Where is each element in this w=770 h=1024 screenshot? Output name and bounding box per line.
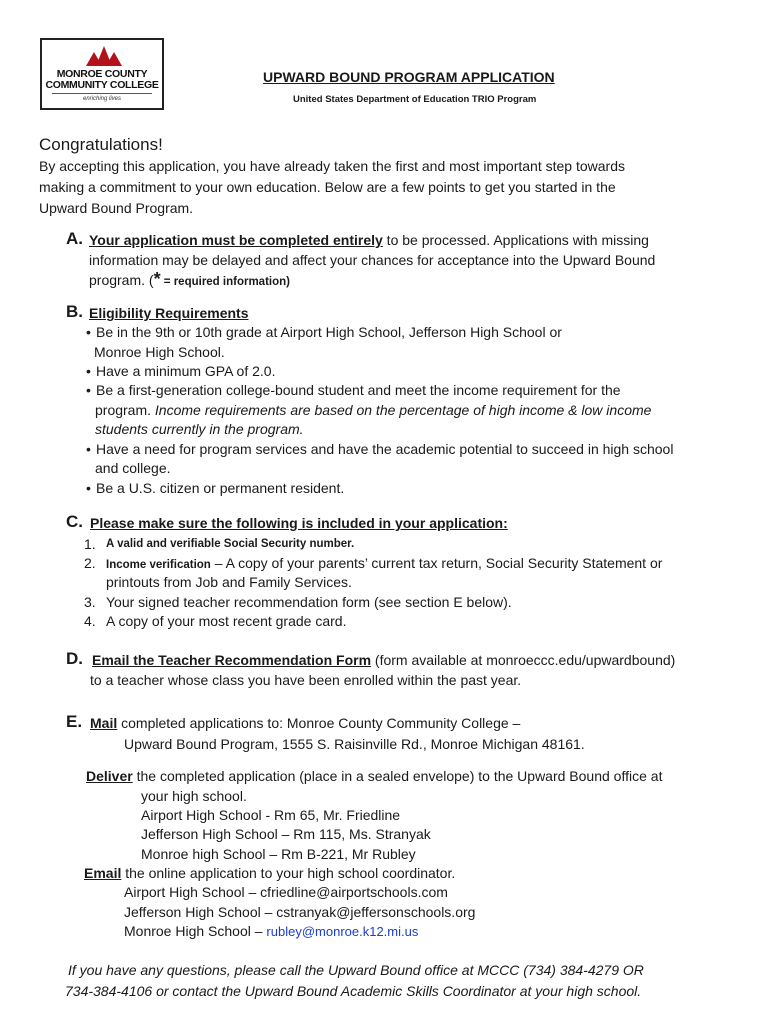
section-a-lead: Your application must be completed entirely <box>89 232 383 248</box>
office-location: Jefferson High School – Rm 115, Ms. Stranyak <box>141 826 431 842</box>
college-logo <box>40 38 164 110</box>
mail-text: completed applications to: Monroe County Community College – <box>117 715 521 731</box>
section-d-heading: Email the Teacher Recommendation Form <box>92 652 372 668</box>
rubley-email-link[interactable]: rubley@monroe.k12.mi.us <box>266 924 419 939</box>
income-verification-text: A copy of your parents’ current tax return, Social Security Statement or <box>225 555 663 571</box>
section-a-rest: to be processed. Applications with missing <box>382 232 649 248</box>
eligibility-item-cont: and college. <box>95 460 171 476</box>
required-star-icon: * <box>153 269 161 289</box>
coordinator-contact: Jefferson High School – cstranyak@jeffersonschools.org <box>124 904 476 920</box>
bullet-icon: • <box>86 324 91 340</box>
list-number: 4. <box>84 613 96 629</box>
checklist-item: A valid and verifiable Social Security number. <box>106 538 355 550</box>
mail-label: Mail <box>90 715 118 731</box>
eligibility-item: Be in the 9th or 10th grade at Airport High School, Jefferson High School or <box>96 324 562 340</box>
deliver-text: the completed application (place in a sealed envelope) to the Upward Bound office at <box>132 768 663 784</box>
logo-line2: COMMUNITY COLLEGE <box>45 79 159 91</box>
section-d-letter: D. <box>66 649 83 668</box>
intro-line: By accepting this application, you have already taken the first and most important step towards <box>39 158 625 174</box>
section-d-line2: to a teacher whose class you have been enrolled within the past year. <box>90 672 522 688</box>
income-verification-label: Income verification <box>106 559 211 571</box>
section-c-heading: Please make sure the following is included in your application: <box>90 515 508 531</box>
eligibility-item-cont <box>95 401 651 421</box>
eligibility-item: Have a need for program services and have the academic potential to succeed in high school <box>96 441 674 457</box>
section-a-letter: A. <box>66 229 83 248</box>
deliver-label: Deliver <box>86 768 133 784</box>
logo-rule <box>52 93 152 94</box>
income-verification-dash: – <box>210 555 226 571</box>
income-note-cont: students currently in the program. <box>95 421 304 437</box>
section-e-letter: E. <box>66 712 83 731</box>
eligibility-item-cont: Monroe High School. <box>94 344 225 360</box>
deliver-instruction <box>86 767 662 787</box>
email-text: the online application to your high school coordinator. <box>121 865 456 881</box>
bullet-icon: • <box>86 480 91 496</box>
list-number: 1. <box>84 536 96 552</box>
email-instruction <box>84 864 455 884</box>
eligibility-item: Be a U.S. citizen or permanent resident. <box>96 480 345 496</box>
bullet-icon: • <box>86 382 91 398</box>
email-label: Email <box>84 865 122 881</box>
intro-line: Upward Bound Program. <box>39 200 194 216</box>
deliver-line2: your high school. <box>141 788 247 804</box>
office-location: Monroe high School – Rm B-221, Mr Rubley <box>141 846 416 862</box>
coordinator-contact: Airport High School – cfriedline@airportschools.com <box>124 884 448 900</box>
checklist-item: A copy of your most recent grade card. <box>106 613 347 629</box>
intro-heading: Congratulations! <box>39 135 163 154</box>
section-b-letter: B. <box>66 302 83 321</box>
section-a-line1 <box>89 231 649 251</box>
page-title: UPWARD BOUND PROGRAM APPLICATION <box>263 69 555 85</box>
income-note-lead: program. <box>95 402 155 418</box>
coordinator-contact-prefix: Monroe High School – <box>124 923 267 939</box>
mail-address: Upward Bound Program, 1555 S. Raisinville Rd., Monroe Michigan 48161. <box>124 736 585 752</box>
checklist-item-cont: printouts from Job and Family Services. <box>106 574 352 590</box>
required-note: = required information) <box>160 276 290 288</box>
list-number: 3. <box>84 594 96 610</box>
coordinator-contact <box>124 922 418 942</box>
mail-instruction <box>90 714 520 734</box>
intro-line: making a commitment to your own education. Below are a few points to get you started in the <box>39 179 616 195</box>
footer-note: 734-384-4106 or contact the Upward Bound Academic Skills Coordinator at your high school. <box>65 983 642 999</box>
logo-line1: MONROE COUNTY <box>56 68 148 80</box>
section-d-line1 <box>92 651 675 671</box>
section-d-rest: (form available at monroeccc.edu/upwardbound) <box>371 652 676 668</box>
eligibility-item: Be a first-generation college-bound student and meet the income requirement for the <box>96 382 621 398</box>
bullet-icon: • <box>86 441 91 457</box>
college-logo-mark-icon <box>86 46 122 66</box>
income-note: Income requirements are based on the percentage of high income & low income <box>154 402 652 418</box>
office-location: Airport High School - Rm 65, Mr. Friedline <box>141 807 401 823</box>
logo-tagline: enriching lives <box>82 96 122 102</box>
section-a-line3-start: program. ( <box>89 272 154 288</box>
list-number: 2. <box>84 555 96 571</box>
section-a-line3 <box>89 270 290 293</box>
bullet-icon: • <box>86 363 91 379</box>
checklist-item: Your signed teacher recommendation form (see section E below). <box>106 594 512 610</box>
footer-note: If you have any questions, please call the Upward Bound office at MCCC (734) 384-4279 OR <box>68 962 644 978</box>
eligibility-item: Have a minimum GPA of 2.0. <box>96 363 276 379</box>
section-c-letter: C. <box>66 512 83 531</box>
section-b-heading: Eligibility Requirements <box>89 305 249 321</box>
page-subtitle: United States Department of Education TRIO Program <box>293 94 537 105</box>
section-a-line2: information may be delayed and affect your chances for acceptance into the Upward Bound <box>89 252 656 268</box>
